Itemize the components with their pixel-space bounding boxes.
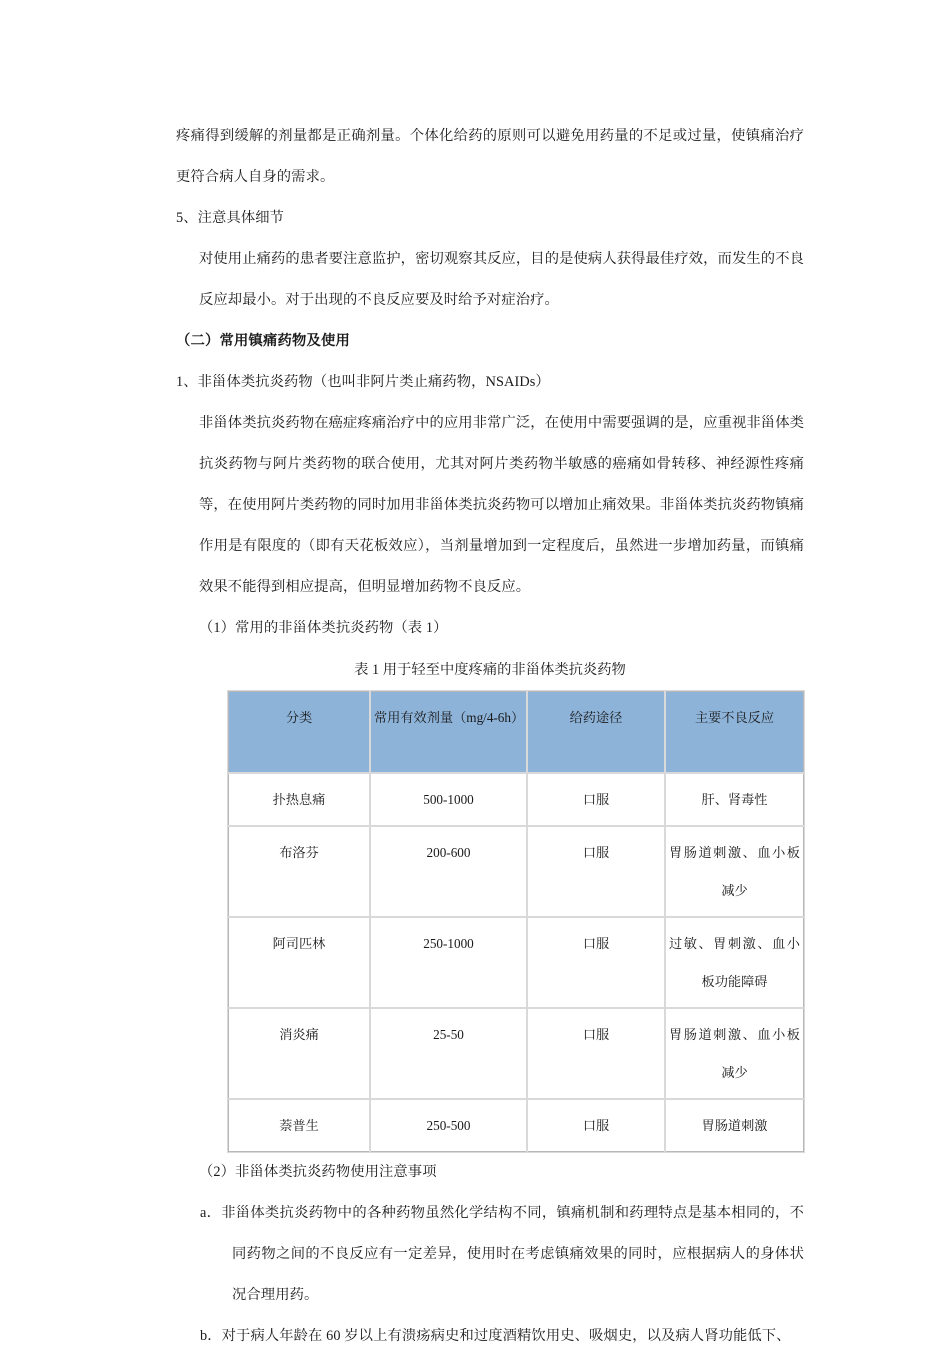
cell-drug-name-text: 布洛芬: [279, 845, 319, 860]
note-marker-b: b．: [200, 1328, 222, 1344]
table-body: [228, 773, 804, 1152]
cell-adverse: [665, 1099, 804, 1152]
cell-route: [527, 826, 665, 917]
cell-dose: [370, 917, 527, 1008]
cell-drug-name-text: 消炎痛: [279, 1027, 319, 1042]
cell-dose: [370, 826, 527, 917]
nsaid-drug-table: [228, 691, 804, 1152]
cell-route: [527, 1099, 665, 1152]
table-header-row: [228, 691, 804, 773]
cell-adverse-text: 胃肠道刺激: [701, 1118, 768, 1133]
cell-adverse: [665, 826, 804, 917]
cell-drug-name: [228, 917, 370, 1008]
cell-drug-name: [228, 773, 370, 826]
paragraph-continued: 疼痛得到缓解的剂量都是正确剂量。个体化给药的原则可以避免用药量的不足或过量，使镇痛治疗更符合病人自身的需求。: [176, 128, 804, 185]
table-row: [228, 1008, 804, 1099]
table-caption: 表 1 用于轻至中度疼痛的非甾体类抗炎药物: [354, 662, 626, 678]
cell-dose-text: 250-500: [426, 1118, 471, 1133]
cell-dose: [370, 1008, 527, 1099]
cell-route: [527, 917, 665, 1008]
cell-dose: [370, 1099, 527, 1152]
cell-route: [527, 1008, 665, 1099]
note-item-b: [176, 1316, 804, 1357]
cell-drug-name-text: 扑热息痛: [272, 792, 326, 807]
note-marker-a: a．: [200, 1205, 222, 1221]
cell-drug-name: [228, 1008, 370, 1099]
table-row: [228, 917, 804, 1008]
cell-drug-name: [228, 1099, 370, 1152]
cell-drug-name-text: 阿司匹林: [272, 936, 326, 951]
column-header-route: 给药途径: [527, 691, 665, 773]
cell-adverse-text: 胃肠道刺激、血小板减少: [669, 845, 800, 898]
subsection-item-2: （2）非甾体类抗炎药物使用注意事项: [199, 1164, 437, 1180]
cell-dose-text: 250-1000: [423, 936, 474, 951]
cell-adverse: [665, 917, 804, 1008]
cell-route: [527, 773, 665, 826]
cell-route-text: 口服: [582, 1118, 610, 1133]
note-text-b: 对于病人年龄在 60 岁以上有溃疡病史和过度酒精饮用史、吸烟史，以及病人肾功能低下、: [221, 1328, 791, 1344]
section-heading: （二）常用镇痛药物及使用: [176, 333, 350, 349]
table-row: [228, 773, 804, 826]
cell-dose-text: 25-50: [433, 1027, 464, 1042]
cell-route-text: 口服: [582, 1027, 610, 1042]
cell-adverse: [665, 1008, 804, 1099]
cell-route-text: 口服: [582, 845, 610, 860]
cell-dose-text: 500-1000: [423, 792, 474, 807]
cell-drug-name-text: 萘普生: [279, 1118, 319, 1133]
subsection-item-1: （1）常用的非甾体类抗炎药物（表 1）: [199, 620, 448, 636]
column-header-adverse: 主要不良反应: [665, 691, 804, 773]
cell-drug-name: [228, 826, 370, 917]
cell-dose: [370, 773, 527, 826]
cell-adverse: [665, 773, 804, 826]
subsection-title-nsaids: 1、非甾体类抗炎药物（也叫非阿片类止痛药物，NSAIDs）: [176, 374, 550, 390]
table-row: [228, 826, 804, 917]
cell-route-text: 口服: [582, 792, 610, 807]
note-item-a: [176, 1193, 804, 1316]
column-header-category: 分类: [228, 691, 370, 773]
cell-adverse-text: 过敏、胃刺激、血小板功能障碍: [669, 936, 800, 989]
document-body: [176, 116, 804, 1357]
subsection-body-nsaids: 非甾体类抗炎药物在癌症疼痛治疗中的应用非常广泛，在使用中需要强调的是，应重视非甾体类抗炎药物与阿片类药物的联合使用，尤其对阿片类药物半敏感的癌痛如骨转移、神经源性疼痛等，在使用阿片类药物的同时加用非甾体类抗炎药物可以增加止痛效果。非甾体类抗炎药物镇痛作用是有限度的（即有天花板效应），当剂量增加到一定程度后，虽然进一步增加药量，而镇痛效果不能得到相应提高，但明显增加药物不良反应。: [199, 415, 804, 595]
cell-route-text: 口服: [582, 936, 610, 951]
table-container: [176, 691, 804, 1152]
table-row: [228, 1099, 804, 1152]
cell-adverse-text: 胃肠道刺激、血小板减少: [669, 1027, 800, 1080]
cell-dose-text: 200-600: [426, 845, 471, 860]
numbered-item-5-body: 对使用止痛药的患者要注意监护，密切观察其反应，目的是使病人获得最佳疗效，而发生的不良反应却最小。对于出现的不良反应要及时给予对症治疗。: [199, 251, 804, 308]
note-text-a: 非甾体类抗炎药物中的各种药物虽然化学结构不同，镇痛机制和药理特点是基本相同的，不同药物之间的不良反应有一定差异，使用时在考虑镇痛效果的同时，应根据病人的身体状况合理用药。: [221, 1205, 804, 1303]
column-header-dose: 常用有效剂量（mg/4-6h）: [370, 691, 527, 773]
cell-adverse-text: 肝、肾毒性: [701, 792, 768, 807]
numbered-item-5: 5、注意具体细节: [176, 210, 285, 226]
